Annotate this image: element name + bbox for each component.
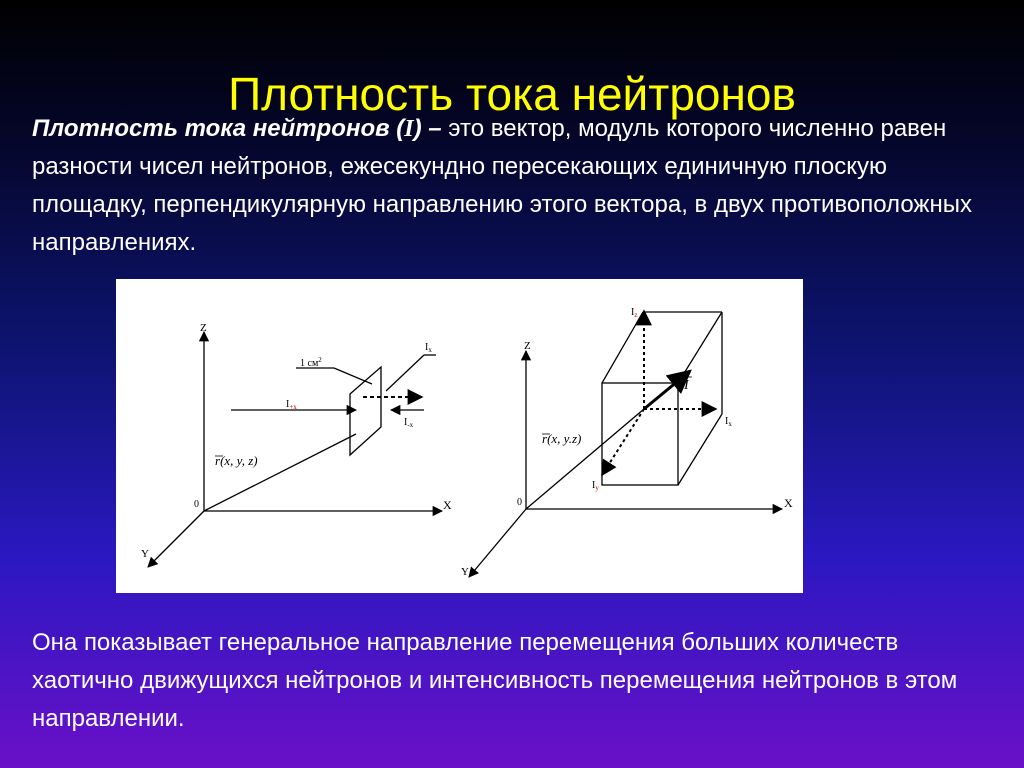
left-origin-label: 0	[194, 499, 199, 510]
right-labels	[461, 307, 793, 578]
slide-title: Плотность тока нейтронов	[228, 68, 796, 120]
left-r-label	[215, 453, 258, 468]
unit-area-plate	[350, 367, 381, 455]
iy-label	[592, 480, 599, 492]
area-label-sup: 2	[318, 356, 322, 364]
iy-dashed-arrow	[602, 409, 644, 475]
ix-leader-line	[386, 355, 424, 391]
left-r-vector-line	[204, 434, 356, 511]
left-x-label: X	[443, 498, 452, 512]
right-r-vector-line	[526, 409, 644, 509]
current-vector-label: I	[684, 378, 689, 393]
right-r-args: (x, y.z)	[547, 431, 582, 446]
iz-label	[631, 307, 637, 319]
left-labels	[141, 322, 452, 560]
left-r-letter: r	[215, 453, 221, 468]
left-y-label: Y	[141, 548, 149, 560]
ix-label-sub: x	[428, 346, 432, 354]
iy-label-sub: y	[595, 484, 599, 492]
right-ix-label	[725, 416, 732, 428]
left-z-label: Z	[200, 322, 207, 334]
ipx-label-letter: I	[286, 399, 290, 410]
left-diagram	[148, 332, 442, 567]
ipx-label	[286, 399, 297, 411]
imx-label-sub: -x	[407, 421, 414, 429]
symbol-I: I	[404, 116, 414, 142]
right-y-label: Y	[461, 566, 469, 578]
cube-edge-tl	[602, 312, 643, 383]
imx-label-letter: I	[404, 417, 408, 428]
ix-label-letter: I	[425, 342, 429, 353]
definition-paragraph	[32, 110, 992, 262]
iz-label-letter: I	[631, 307, 635, 318]
left-y-axis	[148, 511, 204, 567]
area-label	[300, 356, 322, 369]
iy-label-letter: I	[592, 480, 596, 491]
cube-edge-br	[678, 414, 722, 485]
cube-edge-tr	[678, 312, 722, 383]
area-leader-line	[334, 368, 372, 384]
cube-front-face	[602, 383, 678, 485]
right-y-axis	[469, 509, 526, 577]
right-r-letter: r	[542, 431, 548, 446]
diagram-svg	[116, 279, 803, 593]
right-x-label: X	[784, 496, 793, 510]
definition-text: это вектор, модуль которого численно равен разности чисел нейтронов, ежесекундно пересекающих единичную плоскую площадку, перпендикулярную направлению этого вектора, в двух противоположных направлениях.	[32, 115, 972, 256]
imx-label	[404, 417, 414, 429]
right-diagram	[469, 311, 782, 577]
ix-label	[425, 342, 432, 354]
iz-label-sub: z	[634, 311, 638, 319]
ipx-label-sub: +x	[289, 403, 297, 411]
symbol-open: (	[389, 115, 405, 142]
term: Плотность тока нейтронов	[32, 115, 390, 142]
right-ix-label-letter: I	[725, 416, 729, 427]
symbol-close: ) –	[413, 115, 442, 142]
left-r-args: (x, y, z)	[220, 453, 258, 468]
right-origin-label: 0	[517, 497, 522, 508]
area-label-text: 1 см	[300, 358, 319, 369]
right-z-label: Z	[524, 340, 531, 352]
right-r-label	[542, 431, 581, 446]
diagram-figure	[116, 279, 803, 593]
explanation-paragraph: Она показывает генеральное направление перемещения больших количеств хаотично движущихся нейтронов и интенсивность перемещения нейтронов в этом направлении.	[32, 629, 958, 732]
right-ix-label-sub: x	[728, 420, 732, 428]
